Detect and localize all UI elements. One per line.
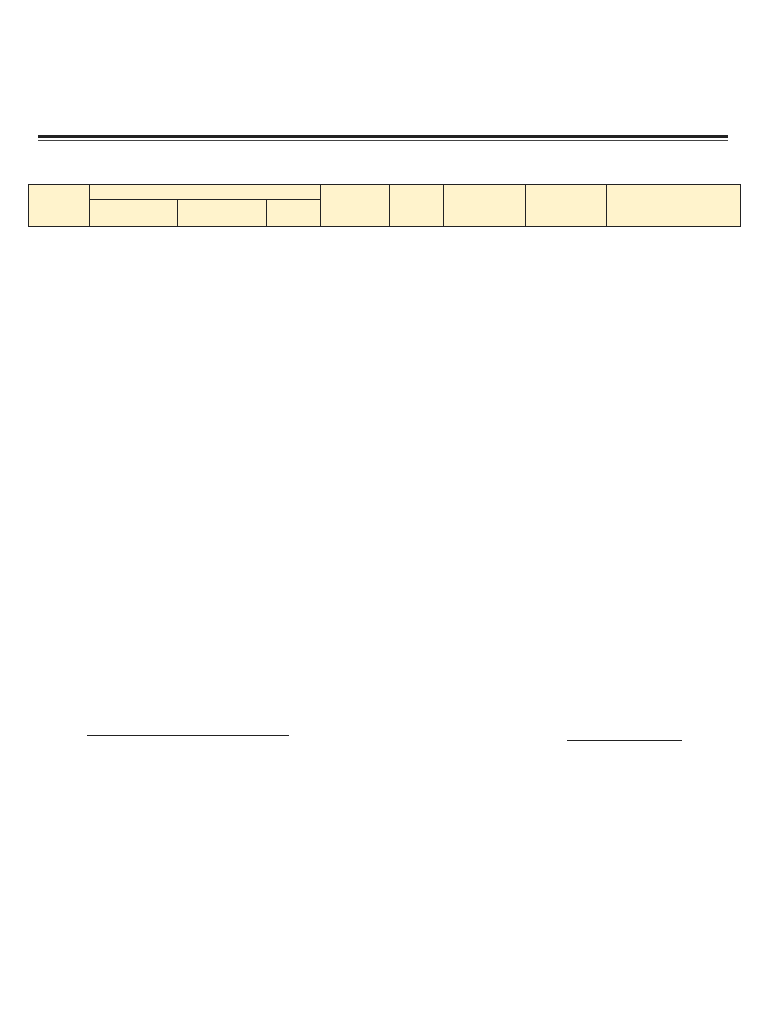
header-divider-thick — [38, 135, 728, 138]
col-header-venue — [178, 200, 267, 227]
principal-signature-line — [567, 740, 682, 741]
col-header-lead — [444, 185, 526, 227]
col-header-beneficiaries — [321, 185, 390, 227]
accomplishment-table — [28, 184, 741, 227]
col-header-programs — [90, 185, 321, 200]
col-header-activity — [90, 200, 178, 227]
col-header-persons — [267, 200, 321, 227]
coordinator-signature-line — [87, 735, 289, 736]
header-divider-thin — [38, 140, 728, 141]
col-header-challenges — [526, 185, 607, 227]
col-header-recommendations — [607, 185, 741, 227]
col-header-date — [29, 185, 90, 227]
col-header-resources — [390, 185, 444, 227]
